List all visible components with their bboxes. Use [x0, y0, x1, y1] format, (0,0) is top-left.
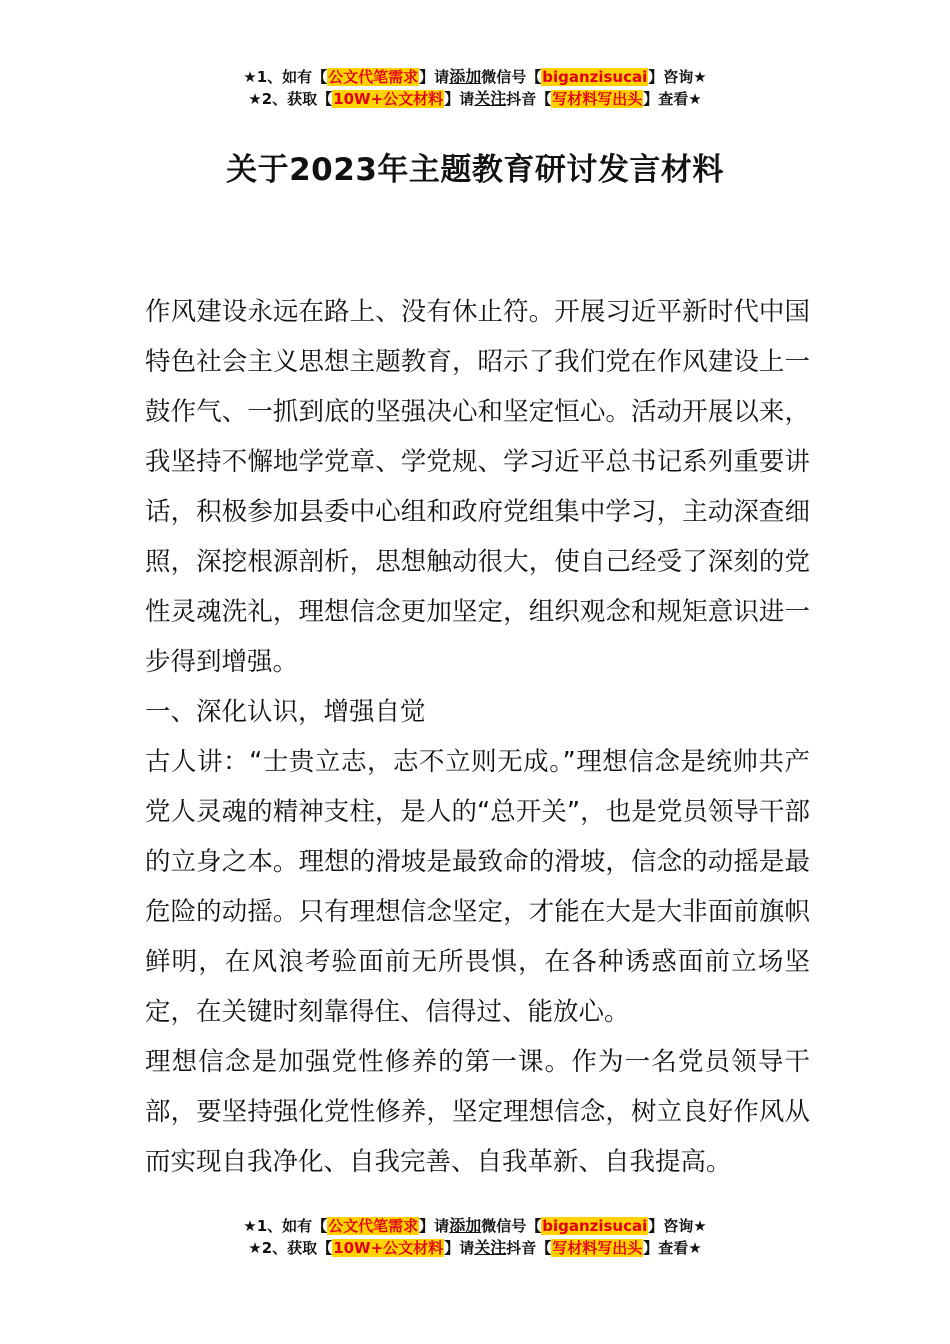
- promo-materials-highlight: 10W+公文材料: [333, 1239, 444, 1257]
- promo-service-highlight: 公文代笔需求: [328, 68, 419, 86]
- promo-line-2: [0, 88, 950, 110]
- promo-line-2-suffix: 】查看★: [643, 90, 702, 108]
- promo-line-1-suffix: 】咨询★: [648, 68, 707, 86]
- promo-banner-bottom: [0, 1215, 950, 1259]
- promo-douyin-account-highlight: 写材料写出头: [552, 90, 643, 108]
- promo-add-underlined: 添加: [449, 1216, 482, 1235]
- promo-line-1-middle-b: 微信号【: [481, 68, 542, 86]
- promo-line-2-middle-a: 】请: [444, 1239, 475, 1257]
- promo-wechat-id-highlight: biganzisucai: [542, 1217, 648, 1235]
- intro-paragraph: 作风建设永远在路上、没有休止符。开展习近平新时代中国特色社会主义思想主题教育，昭示了我们党在作风建设上一鼓作气、一抓到底的坚强决心和坚定恒心。活动开展以来，我坚持不懈地学党章、学党规、学习近平总书记系列重要讲话，积极参加县委中心组和政府党组集中学习，主动深查细照，深挖根源剖析，思想触动很大，使自己经受了深刻的党性灵魂洗礼，理想信念更加坚定，组织观念和规矩意识进一步得到增强。: [145, 297, 810, 677]
- promo-banner-top: [0, 66, 950, 110]
- promo-line-1: [0, 1215, 950, 1237]
- promo-line-1-middle-a: 】请: [419, 1217, 450, 1235]
- promo-wechat-id-highlight: biganzisucai: [542, 68, 648, 86]
- promo-line-2-middle-a: 】请: [444, 90, 475, 108]
- promo-line-1-prefix: ★1、如有【: [243, 1217, 328, 1235]
- promo-add-underlined: 添加: [449, 67, 482, 86]
- promo-line-1-prefix: ★1、如有【: [243, 68, 328, 86]
- promo-line-2-prefix: ★2、获取【: [248, 1239, 333, 1257]
- promo-line-1: [0, 66, 950, 88]
- promo-follow-underlined: 关注: [474, 1238, 507, 1257]
- section-heading: 一、深化认识，增强自觉: [145, 697, 426, 727]
- promo-line-2: [0, 1237, 950, 1259]
- promo-service-highlight: 公文代笔需求: [328, 1217, 419, 1235]
- promo-line-1-suffix: 】咨询★: [648, 1217, 707, 1235]
- promo-follow-underlined: 关注: [474, 89, 507, 108]
- promo-line-2-prefix: ★2、获取【: [248, 90, 333, 108]
- body-paragraph: 古人讲：“士贵立志，志不立则无成。”理想信念是统帅共产党人灵魂的精神支柱，是人的“总开关”，也是党员领导干部的立身之本。理想的滑坡是最致命的滑坡，信念的动摇是最危险的动摇。只有理想信念坚定，才能在大是大非面前旗帜鲜明，在风浪考验面前无所畏惧，在各种诱惑面前立场坚定，在关键时刻靠得住、信得过、能放心。: [145, 747, 810, 1027]
- body-paragraph: 理想信念是加强党性修养的第一课。作为一名党员领导干部，要坚持强化党性修养，坚定理想信念，树立良好作风从而实现自我净化、自我完善、自我革新、自我提高。: [145, 1047, 810, 1177]
- promo-line-1-middle-a: 】请: [419, 68, 450, 86]
- promo-line-2-suffix: 】查看★: [643, 1239, 702, 1257]
- promo-douyin-account-highlight: 写材料写出头: [552, 1239, 643, 1257]
- promo-line-1-middle-b: 微信号【: [481, 1217, 542, 1235]
- document-body: [145, 287, 810, 1187]
- promo-line-2-middle-b: 抖音【: [506, 90, 552, 108]
- promo-line-2-middle-b: 抖音【: [506, 1239, 552, 1257]
- promo-materials-highlight: 10W+公文材料: [333, 90, 444, 108]
- document-title: 关于2023年主题教育研讨发言材料: [226, 152, 724, 188]
